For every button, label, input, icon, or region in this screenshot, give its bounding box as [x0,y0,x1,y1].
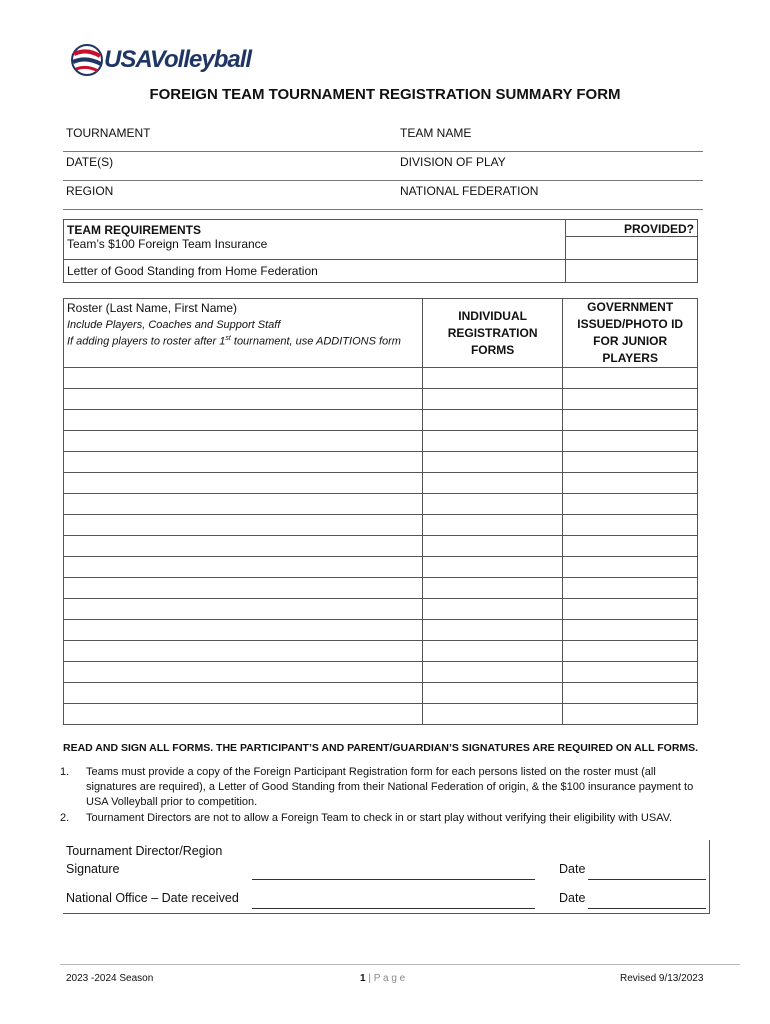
table-row [64,389,698,410]
footer-revised: Revised 9/13/2023 [620,973,704,984]
list-item: 1. Teams must provide a copy of the Foreign Participant Registration form for each persons listed on the roster must (all signatures are required), a Letter of Good Standing from their National Federation of origin, & the $100 insurance payment to USA Volleyball prior to competition. [60,766,694,808]
footer-page: 1 | P a g e [360,973,406,984]
photo-id-cell[interactable] [563,473,698,494]
table-row [64,452,698,473]
photo-id-cell[interactable] [563,578,698,599]
table-row [64,599,698,620]
photo-id-cell[interactable] [563,389,698,410]
requirement-item: Team’s $100 Foreign Team Insurance [64,237,566,260]
roster-note-1: Include Players, Coaches and Support Staff [67,319,281,331]
roster-name-cell[interactable] [64,515,423,536]
photo-id-cell[interactable] [563,431,698,452]
roster-header [64,299,423,368]
roster-name-cell[interactable] [64,599,423,620]
roster-name-cell[interactable] [64,452,423,473]
photo-id-cell[interactable] [563,683,698,704]
photo-id-cell[interactable] [563,704,698,725]
roster-name-cell[interactable] [64,704,423,725]
registration-form-cell[interactable] [422,473,563,494]
registration-form-cell[interactable] [422,452,563,473]
table-row [64,620,698,641]
registration-form-cell[interactable] [422,410,563,431]
registration-forms-header: INDIVIDUAL REGISTRATION FORMS [422,299,563,368]
registration-form-cell[interactable] [422,599,563,620]
provided-checkbox[interactable] [566,260,698,283]
photo-id-cell[interactable] [563,662,698,683]
requirement-item: Letter of Good Standing from Home Federation [64,260,566,283]
date-label-1: Date [559,862,586,876]
photo-id-cell[interactable] [563,452,698,473]
divider [63,151,703,152]
roster-name-cell[interactable] [64,557,423,578]
table-row [64,368,698,389]
dates-label: DATE(S) [66,155,114,169]
national-federation-label: NATIONAL FEDERATION [400,184,539,198]
director-label-line1: Tournament Director/Region [66,844,223,858]
roster-name-cell[interactable] [64,389,423,410]
list-item: 2. Tournament Directors are not to allow a Foreign Team to check in or start play without verifying their eligibility with USAV. [60,812,673,824]
registration-form-cell[interactable] [422,557,563,578]
photo-id-cell[interactable] [563,599,698,620]
registration-form-cell[interactable] [422,662,563,683]
registration-form-cell[interactable] [422,494,563,515]
requirements-heading: TEAM REQUIREMENTS [64,220,566,237]
date-line-2[interactable] [588,908,706,909]
date-label-2: Date [559,891,586,905]
registration-form-cell[interactable] [422,368,563,389]
table-row [64,557,698,578]
provided-checkbox[interactable] [566,237,698,260]
photo-id-cell[interactable] [563,368,698,389]
table-row [64,578,698,599]
roster-name-cell[interactable] [64,662,423,683]
photo-id-cell[interactable] [563,641,698,662]
roster-name-cell[interactable] [64,620,423,641]
photo-id-header: GOVERNMENT ISSUED/PHOTO ID FOR JUNIOR PLAYERS [563,299,698,368]
team-name-label: TEAM NAME [400,126,472,140]
registration-form-cell[interactable] [422,704,563,725]
roster-name-cell[interactable] [64,641,423,662]
table-row [64,515,698,536]
registration-form-cell[interactable] [422,620,563,641]
registration-form-cell[interactable] [422,431,563,452]
director-label-line2: Signature [66,862,120,876]
national-office-label: National Office – Date received [66,891,239,905]
table-row [64,473,698,494]
roster-name-cell[interactable] [64,368,423,389]
photo-id-cell[interactable] [563,536,698,557]
table-row [64,494,698,515]
registration-form-cell[interactable] [422,683,563,704]
table-row [64,536,698,557]
director-signature-line[interactable] [252,879,535,880]
registration-form-cell[interactable] [422,515,563,536]
divider [63,209,703,210]
form-title: FOREIGN TEAM TOURNAMENT REGISTRATION SUMMARY FORM [149,86,621,103]
roster-name-cell[interactable] [64,410,423,431]
logo-wordmark: USAVolleyball [104,46,252,73]
tournament-label: TOURNAMENT [66,126,151,140]
table-row [64,431,698,452]
photo-id-cell[interactable] [563,620,698,641]
requirements-table [63,219,698,283]
roster-table [63,298,698,725]
registration-form-cell[interactable] [422,536,563,557]
roster-note-2: If adding players to roster after 1st tournament, use ADDITIONS form [67,335,401,348]
national-office-line[interactable] [252,908,535,909]
registration-form-cell[interactable] [422,641,563,662]
date-line-1[interactable] [588,879,706,880]
volleyball-icon [70,40,106,80]
table-row [64,704,698,725]
roster-name-cell[interactable] [64,536,423,557]
table-row [64,641,698,662]
read-all-notice: READ AND SIGN ALL FORMS. THE PARTICIPANT’S AND PARENT/GUARDIAN’S SIGNATURES ARE REQUIRED ON ALL FORMS. [63,742,699,754]
footer-divider [60,964,740,965]
photo-id-cell[interactable] [563,410,698,431]
table-row [64,662,698,683]
usa-volleyball-logo [70,40,252,80]
roster-title: Roster (Last Name, First Name) [67,301,238,315]
roster-name-cell[interactable] [64,683,423,704]
roster-name-cell[interactable] [64,494,423,515]
provided-heading: PROVIDED? [566,220,698,237]
instructions-list [60,765,700,827]
registration-form-cell[interactable] [422,389,563,410]
table-row [64,410,698,431]
division-label: DIVISION OF PLAY [400,155,506,169]
photo-id-cell[interactable] [563,494,698,515]
divider [63,180,703,181]
table-row [64,683,698,704]
roster-name-cell[interactable] [64,431,423,452]
photo-id-cell[interactable] [563,557,698,578]
footer-season: 2023 -2024 Season [66,973,154,984]
registration-form-cell[interactable] [422,578,563,599]
roster-name-cell[interactable] [64,473,423,494]
region-label: REGION [66,184,114,198]
photo-id-cell[interactable] [563,515,698,536]
roster-name-cell[interactable] [64,578,423,599]
